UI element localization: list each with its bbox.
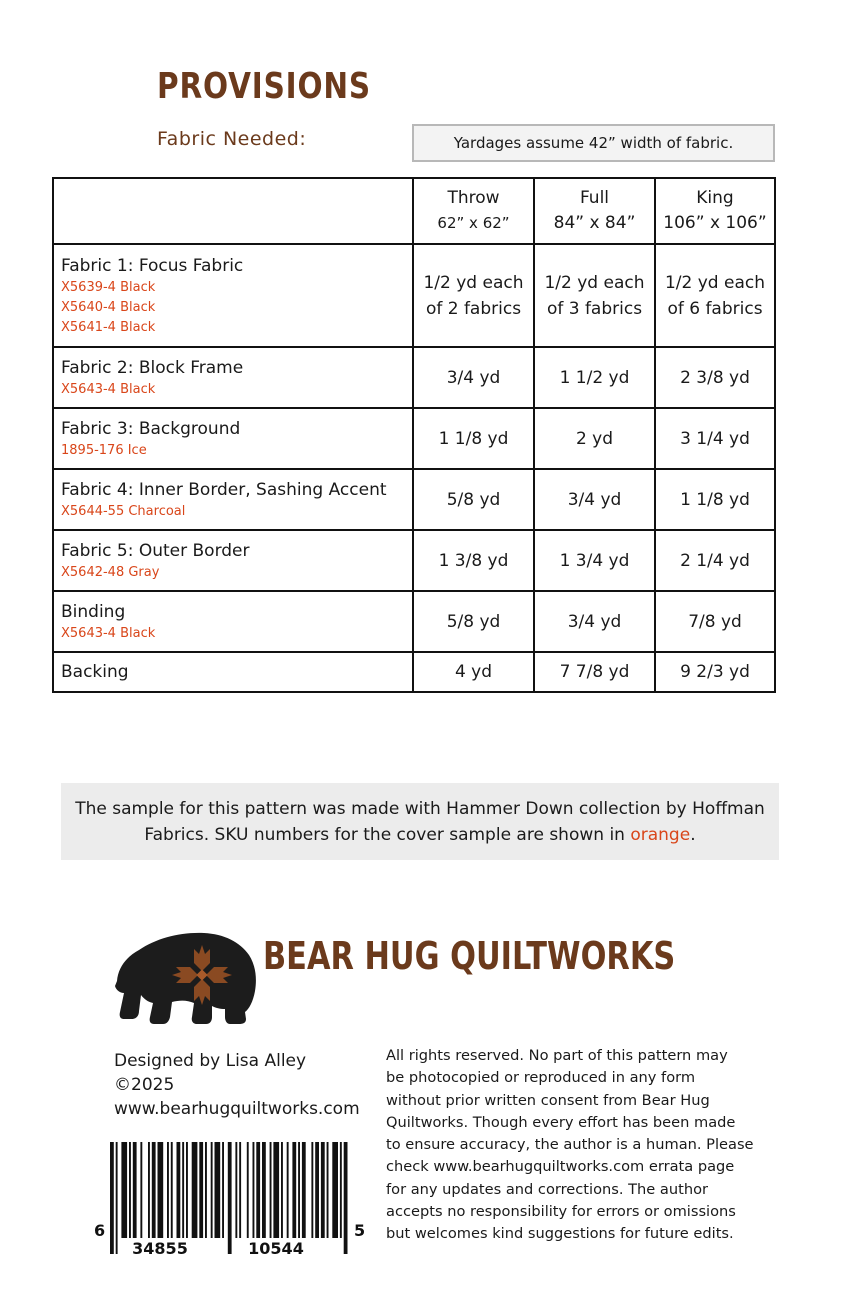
barcode-bar (302, 1142, 306, 1238)
brand-name: BEAR HUG QUILTWORKS (263, 934, 676, 978)
throw-value-cell: 1 3/8 yd (413, 530, 534, 591)
barcode-bar (321, 1142, 325, 1238)
orange-word: orange (630, 825, 691, 845)
sample-info-box (61, 783, 779, 860)
bear-logo-icon (112, 923, 257, 1025)
designer-credit: Designed by Lisa Alley (114, 1051, 307, 1071)
throw-value-cell: 4 yd (413, 652, 534, 692)
upc-barcode (92, 1140, 374, 1260)
rights-notice: All rights reserved. No part of this pattern may be photocopied or reproduced in any form without prior written consent from Bear Hug Quiltworks. Though every effort has been made to ensure accuracy, the author is a human. Please check www.bearhugquiltworks.com errata page for any updates and corrections. The author accepts no responsibility for errors or omissions but welcomes kind suggestions for future edits. (386, 1047, 754, 1243)
throw-value-cell: 5/8 yd (413, 469, 534, 530)
barcode-bar (228, 1142, 232, 1254)
barcode-bar (287, 1142, 289, 1238)
full-value-cell: 7 7/8 yd (534, 652, 655, 692)
table-row (53, 591, 775, 652)
barcode-bar (116, 1142, 118, 1254)
barcode-bar (152, 1142, 156, 1238)
barcode-bar (281, 1142, 283, 1238)
table-row (53, 408, 775, 469)
full-value-cell: 1/2 yd each of 3 fabrics (534, 244, 655, 347)
barcode-bar (332, 1142, 338, 1238)
yardage-note: Yardages assume 42” width of fabric. (412, 124, 775, 162)
barcode-bar (215, 1142, 221, 1238)
column-header-throw: Throw 62” x 62” (413, 178, 534, 244)
info-line-2: Fabrics. SKU numbers for the cover sample are shown in orange. (144, 825, 696, 845)
barcode-bar (192, 1142, 198, 1238)
row-label-cell: Fabric 1: Focus Fabric X5639-4 Black X5640-4 Black X5641-4 Black (53, 244, 413, 347)
barcode-right-digits: 10544 (248, 1239, 304, 1258)
barcode-bar (133, 1142, 137, 1238)
full-value-cell: 3/4 yd (534, 591, 655, 652)
barcode-bar (167, 1142, 169, 1238)
table-row (53, 347, 775, 408)
table-header-row (53, 178, 775, 244)
table-row (53, 652, 775, 692)
fabric-needed-heading: Fabric Needed: (157, 128, 307, 150)
barcode-bar (344, 1142, 348, 1254)
table-row (53, 244, 775, 347)
row-label-cell: Fabric 4: Inner Border, Sashing Accent X5644-55 Charcoal (53, 469, 413, 530)
throw-value-cell: 5/8 yd (413, 591, 534, 652)
king-value-cell: 1 1/8 yd (655, 469, 775, 530)
column-header-king: King 106” x 106” (655, 178, 775, 244)
barcode-bar (222, 1142, 224, 1238)
page-title: PROVISIONS (157, 66, 372, 107)
full-value-cell: 3/4 yd (534, 469, 655, 530)
barcode-bar (327, 1142, 329, 1238)
barcode-bar (253, 1142, 255, 1238)
barcode-bar (315, 1142, 319, 1238)
throw-value-cell: 1/2 yd each of 2 fabrics (413, 244, 534, 347)
barcode-bar (171, 1142, 173, 1238)
barcode-bar (273, 1142, 279, 1238)
king-value-cell: 7/8 yd (655, 591, 775, 652)
barcode-bar (298, 1142, 300, 1238)
barcode-bar (235, 1142, 237, 1238)
full-value-cell: 1 1/2 yd (534, 347, 655, 408)
barcode-lead-digit: 6 (94, 1221, 106, 1240)
barcode-bar (121, 1142, 127, 1238)
barcode-check-digit: 5 (354, 1221, 366, 1240)
row-label-cell: Fabric 2: Block Frame X5643-4 Black (53, 347, 413, 408)
throw-value-cell: 1 1/8 yd (413, 408, 534, 469)
barcode-bar (292, 1142, 296, 1238)
king-value-cell: 3 1/4 yd (655, 408, 775, 469)
barcode-bar (256, 1142, 260, 1238)
king-value-cell: 2 3/8 yd (655, 347, 775, 408)
table-row (53, 530, 775, 591)
barcode-bar (247, 1142, 249, 1238)
barcode-bar (148, 1142, 150, 1238)
barcode-bars (110, 1142, 348, 1254)
barcode-bar (270, 1142, 272, 1238)
barcode-bar (340, 1142, 342, 1238)
barcode-bar (205, 1142, 207, 1238)
barcode-left-digits: 34855 (132, 1239, 188, 1258)
info-line-1: The sample for this pattern was made with Hammer Down collection by Hoffman (75, 799, 765, 819)
row-label-cell: Binding X5643-4 Black (53, 591, 413, 652)
fabric-requirements-table (52, 177, 776, 693)
barcode-bar (177, 1142, 181, 1238)
barcode-bar (158, 1142, 164, 1238)
table-row (53, 469, 775, 530)
barcode-bar (110, 1142, 114, 1254)
barcode-bar (140, 1142, 142, 1238)
king-value-cell: 1/2 yd each of 6 fabrics (655, 244, 775, 347)
full-value-cell: 1 3/4 yd (534, 530, 655, 591)
barcode-bar (211, 1142, 213, 1238)
row-label-cell: Fabric 3: Background 1895-176 Ice (53, 408, 413, 469)
king-value-cell: 2 1/4 yd (655, 530, 775, 591)
throw-value-cell: 3/4 yd (413, 347, 534, 408)
website: www.bearhugquiltworks.com (114, 1099, 360, 1119)
barcode-bar (129, 1142, 131, 1238)
row-label-cell: Fabric 5: Outer Border X5642-48 Gray (53, 530, 413, 591)
row-label-cell: Backing (53, 652, 413, 692)
king-value-cell: 9 2/3 yd (655, 652, 775, 692)
barcode-bar (182, 1142, 184, 1238)
full-value-cell: 2 yd (534, 408, 655, 469)
barcode-bar (239, 1142, 241, 1238)
credits-block (114, 1049, 360, 1121)
barcode-bar (311, 1142, 313, 1238)
barcode-bar (186, 1142, 188, 1238)
table-corner-cell (53, 178, 413, 244)
copyright: ©2025 (114, 1075, 175, 1095)
barcode-bar (199, 1142, 203, 1238)
barcode-bar (262, 1142, 266, 1238)
column-header-full: Full 84” x 84” (534, 178, 655, 244)
